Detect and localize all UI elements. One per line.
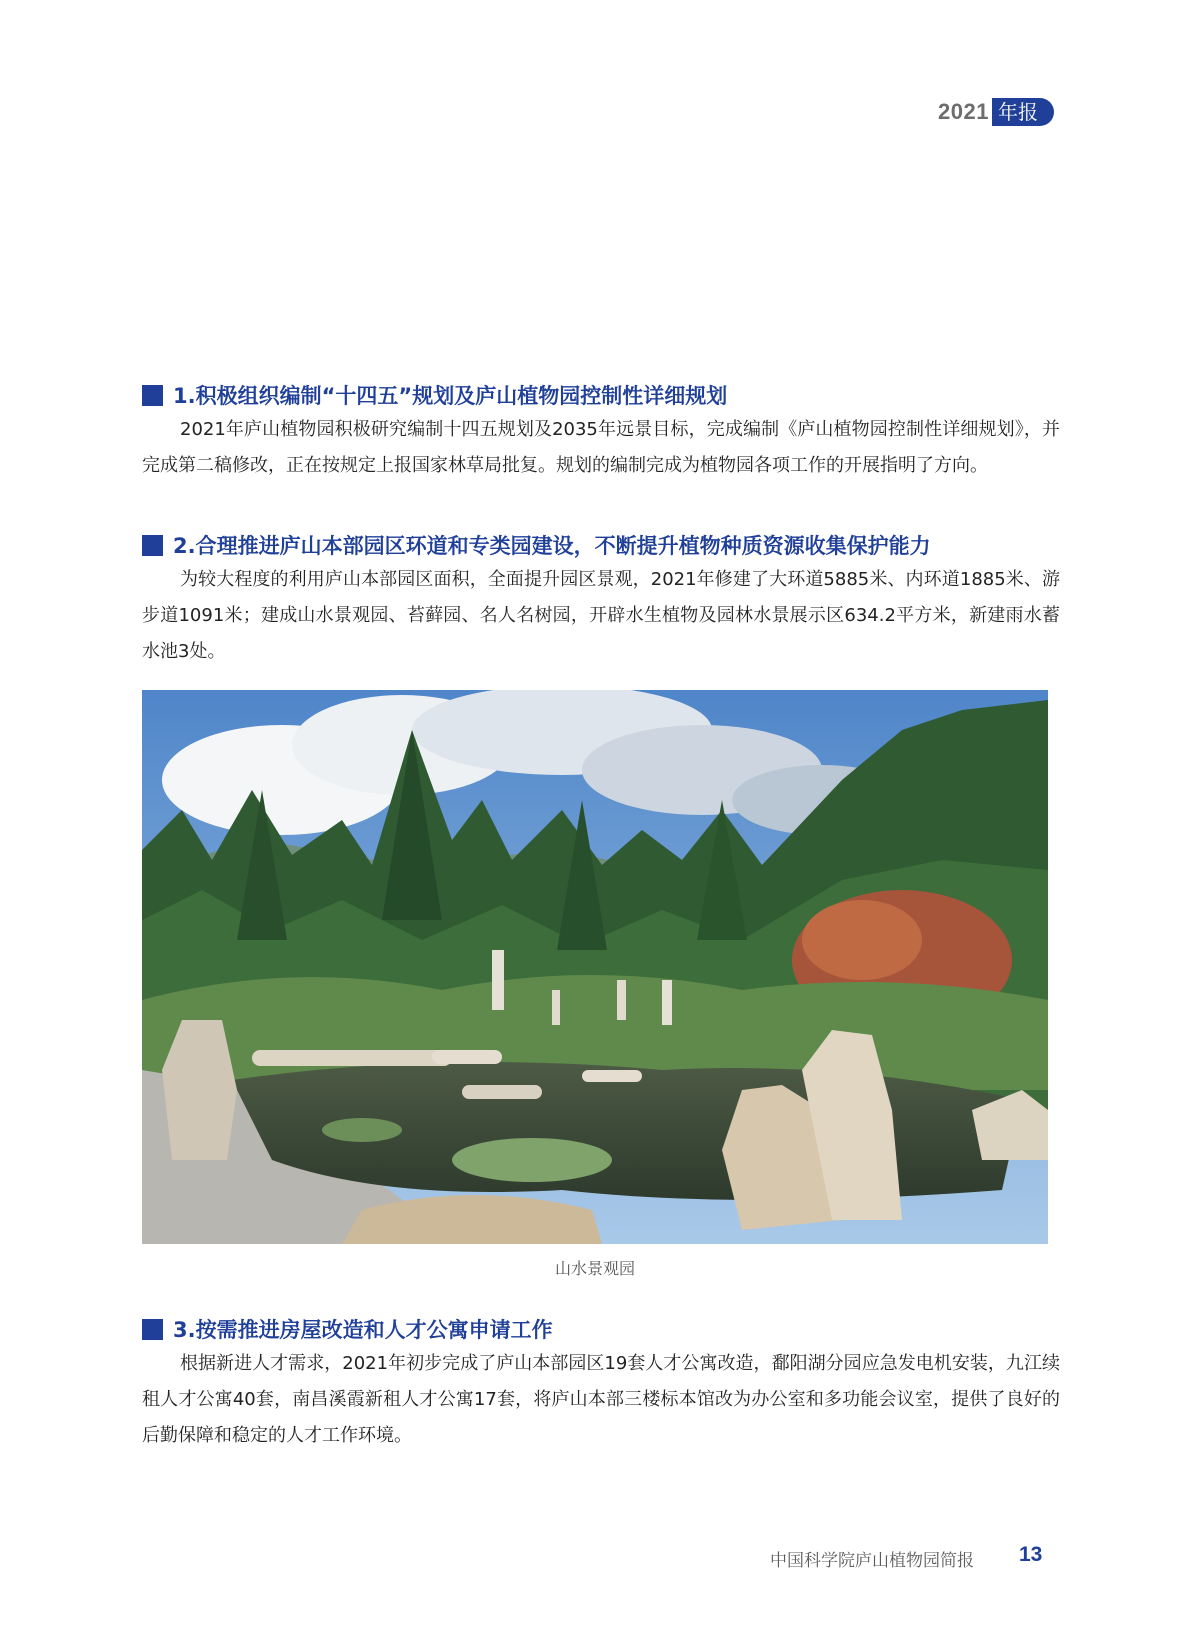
report-year: 2021 xyxy=(938,99,989,124)
section-1-body: 2021年庐山植物园积极研究编制十四五规划及2035年远景目标，完成编制《庐山植物园控制性详细规划》，并完成第二稿修改，正在按规定上报国家林草局批复。规划的编制完成为植物园各项工作的开展指明了方向。 xyxy=(142,419,1060,476)
page-number: 13 xyxy=(1019,1543,1043,1566)
section-3-title: 3.按需推进房屋改造和人才公寓申请工作 xyxy=(173,1318,553,1342)
report-tag: 年报 xyxy=(992,98,1054,126)
section-2-heading xyxy=(142,529,931,561)
square-bullet-icon xyxy=(142,535,163,556)
section-2-title: 2.合理推进庐山本部园区环道和专类园建设，不断提升植物种质资源收集保护能力 xyxy=(173,534,931,558)
section-3-heading xyxy=(142,1313,553,1345)
section-3-body: 根据新进人才需求，2021年初步完成了庐山本部园区19套人才公寓改造，鄱阳湖分园应急发电机安装，九江续租人才公寓40套，南昌溪霞新租人才公寓17套，将庐山本部三楼标本馆改为办公室和多功能会议室，提供了良好的后勤保障和稳定的人才工作环境。 xyxy=(142,1353,1060,1446)
publication-name: 中国科学院庐山植物园简报 xyxy=(770,1551,974,1571)
section-1-title: 1.积极组织编制“十四五”规划及庐山植物园控制性详细规划 xyxy=(173,384,728,408)
section-1-heading xyxy=(142,379,727,411)
photo-caption: 山水景观园 xyxy=(554,1259,635,1278)
square-bullet-icon xyxy=(142,1319,163,1340)
report-year-badge xyxy=(938,98,1054,126)
section-2-body: 为较大程度的利用庐山本部园区面积，全面提升园区景观，2021年修建了大环道5885米、内环道1885米、游步道1091米；建成山水景观园、苔藓园、名人名树园，开辟水生植物及园林水景展示区634.2平方米，新建雨水蓄水池3处。 xyxy=(142,569,1060,662)
square-bullet-icon xyxy=(142,385,163,406)
garden-photo xyxy=(142,690,1048,1244)
